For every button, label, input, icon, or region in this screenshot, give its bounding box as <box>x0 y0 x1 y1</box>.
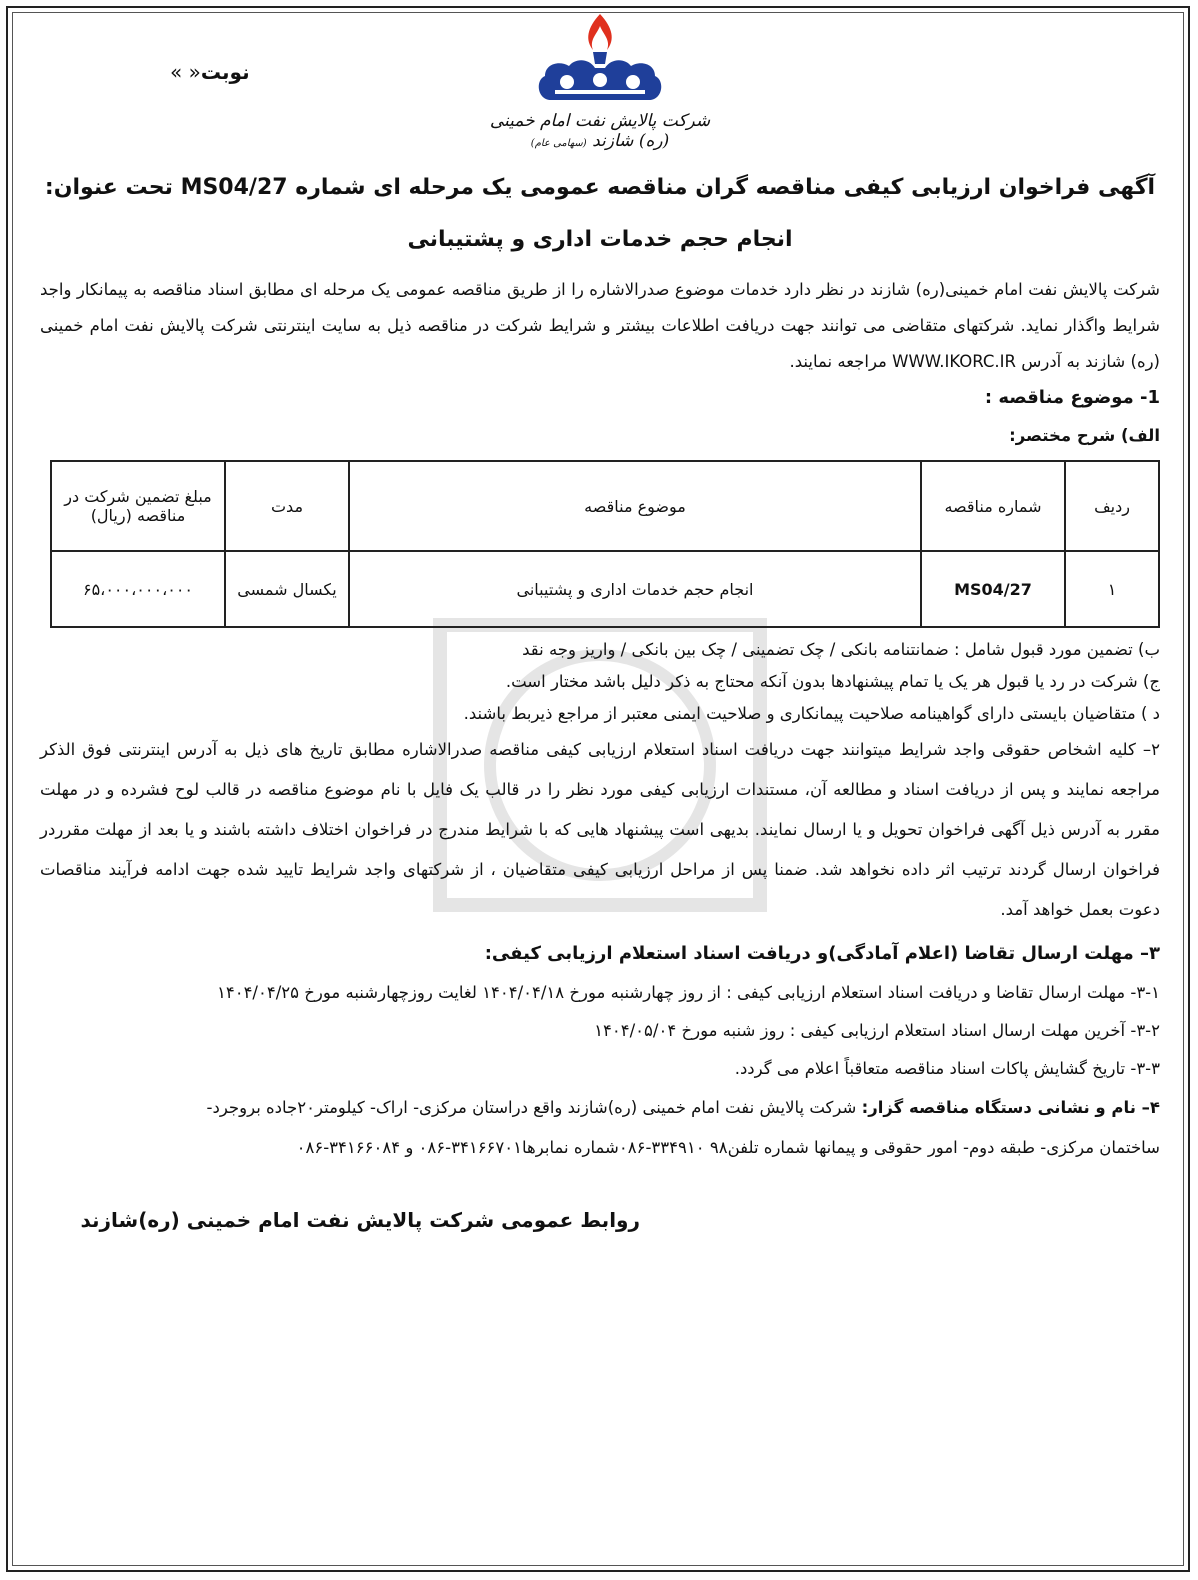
cell-guarantee: ۶۵،۰۰۰،۰۰۰،۰۰۰ <box>51 551 225 627</box>
section3-item3: ۳-۳- تاریخ گشایش پاکات اسناد مناقصه متعاقباً اعلام می گردد. <box>734 1059 1160 1078</box>
signature: روابط عمومی شرکت پالایش نفت امام خمینی (ره)شازند <box>80 1208 640 1232</box>
cell-subject: انجام حجم خدمات اداری و پشتیبانی <box>349 551 921 627</box>
section1-sub-a: الف) شرح مختصر: <box>1009 426 1160 445</box>
intro-paragraph: شرکت پالایش نفت امام خمینی(ره) شازند در نظر دارد خدمات موضوع صدرالاشاره را از طریق مناقصه عمومی یک مرحله ای مطابق اسناد مناقصه به پیمانکار واجد شرایط واگذار نماید. شرکتهای متقاضی می توانند جهت دریافت اطلاعات بیشتر و شرایط شرکت در مناقصه ذیل به سایت اینترنتی شرکت پالایش نفت امام خمینی (ره) شازند به آدرس WWW.IKORC.IR مراجعه نمایند. <box>40 280 1160 371</box>
col-duration: مدت <box>225 461 349 551</box>
section1-heading: 1- موضوع مناقصه : <box>984 387 1160 408</box>
section3-item2: ۳-۲- آخرین مهلت ارسال اسناد استعلام ارزیابی کیفی : روز شنبه مورخ ۱۴۰۴/۰۵/۰۴ <box>594 1021 1160 1040</box>
section1-d: د ) متقاضیان بایستی دارای گواهینامه صلاحیت پیمانکاری و صلاحیت ایمنی معتبر از مراجع ذیربط باشند. <box>463 704 1160 723</box>
company-name <box>480 111 720 151</box>
section1-c: ج) شرکت در رد یا قبول هر یک یا تمام پیشنهادها بدون آنکه محتاج به ذکر دلیل باشد مختار است. <box>505 672 1160 691</box>
company-suffix: (سهامی عام) <box>530 138 587 149</box>
col-subject: موضوع مناقصه <box>349 461 921 551</box>
nobat-label <box>170 60 250 84</box>
cell-row: ۱ <box>1065 551 1159 627</box>
col-row: ردیف <box>1065 461 1159 551</box>
section3-heading: ۳– مهلت ارسال تقاضا (اعلام آمادگی)و دریافت اسناد استعلام ارزیابی کیفی: <box>484 943 1160 964</box>
notice-content <box>40 10 1160 1232</box>
col-guarantee: مبلغ تضمین شرکت در مناقصه (ریال) <box>51 461 225 551</box>
section4-label: ۴– نام و نشانی دستگاه مناقصه گزار: <box>861 1098 1160 1117</box>
company-name-text: شرکت پالایش نفت امام خمینی (ره) شازند <box>489 111 711 151</box>
header <box>40 10 1160 160</box>
company-logo <box>480 10 720 160</box>
flame-logo-icon <box>525 10 675 115</box>
cell-duration: یکسال شمسی <box>225 551 349 627</box>
notice-subject: انجام حجم خدمات اداری و پشتیبانی <box>407 227 793 252</box>
table-row <box>51 551 1159 627</box>
notice-title: آگهی فراخوان ارزیابی کیفی مناقصه گران مناقصه عمومی یک مرحله ای شماره MS04/27 تحت عنوان: <box>44 175 1156 200</box>
col-number: شماره مناقصه <box>921 461 1065 551</box>
section4-line2: ساختمان مرکزی- طبقه دوم- امور حقوقی و پیمانها شماره تلفن۹۸ ۳۳۴۹۱۰-۰۸۶شماره نمابرها۳۴۱۶۶۷۰۱-۰۸۶ و ۳۴۱۶۶۰۸۴-۰۸۶ <box>296 1138 1160 1157</box>
nobat-value: « » <box>170 60 201 84</box>
section4-address-1: شرکت پالایش نفت امام خمینی (ره)شازند واقع دراستان مرکزی- اراک- کیلومتر۲۰جاده بروجرد- <box>206 1098 857 1117</box>
tender-table-header <box>51 461 1159 551</box>
cell-number: MS04/27 <box>921 551 1065 627</box>
nobat-text: نوبت <box>200 60 250 84</box>
section1-b: ب) تضمین مورد قبول شامل : ضمانتنامه بانکی / چک تضمینی / چک بین بانکی / واریز وجه نقد <box>522 640 1160 659</box>
section4-line1 <box>40 1088 1160 1128</box>
section3-item1: ۳-۱- مهلت ارسال تقاضا و دریافت اسناد استعلام ارزیابی کیفی : از روز چهارشنبه مورخ ۱۴۰۴/۰۴/۱۸ لغایت روزچهارشنبه مورخ ۱۴۰۴/۰۴/۲۵ <box>216 983 1160 1002</box>
tender-table <box>50 460 1160 628</box>
section2-paragraph: ۲– کلیه اشخاص حقوقی واجد شرایط میتوانند جهت دریافت اسناد استعلام ارزیابی کیفی مناقصه صدرالاشاره مطابق تاریخ های ذیل به آدرس اینترنتی فوق الذکر مراجعه نمایند و پس از دریافت اسناد و مطالعه آن، مستندات ارزیابی کیفی مورد نظر را در قالب یک فایل با نام موضوع مناقصه در قالب لوح فشرده و در مهلت مقرر به آدرس ذیل آگهی فراخوان تحویل و یا ارسال نمایند. بدیهی است پیشنهاد هایی که با شرایط مندرج در فراخوان اختلاف داشته باشند و یا بعد از مهلت مقرردر فراخوان ارسال گردند ترتیب اثر داده نخواهد شد. ضمنا پس از مراحل ارزیابی کیفی متقاضیان ، از شرکتهای واجد شرایط تایید شده جهت ادامه فرآیند مناقصات دعوت بعمل خواهد آمد. <box>40 740 1160 919</box>
